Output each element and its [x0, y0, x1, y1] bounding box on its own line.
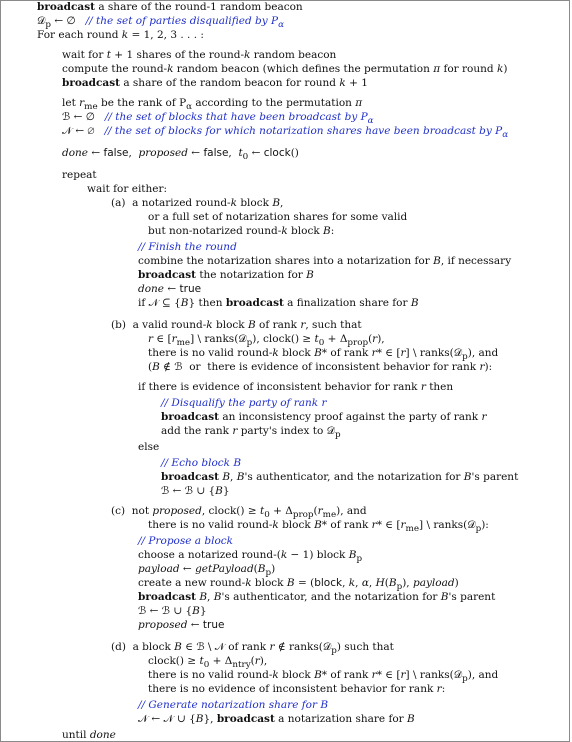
code-line: (d) a block B ∈ ℬ \ 𝒩 of rank r ∉ ranks(𝒟$_p$) such that	[111, 641, 394, 657]
code-line: (B ∉ ℬ or there is evidence of inconsistent behavior for rank r):	[148, 361, 493, 373]
code-line: repeat	[62, 169, 97, 181]
code-line: (a) a notarized round-k block B,	[111, 197, 284, 209]
comment-line: // Generate notarization share for B	[138, 699, 329, 711]
code-line: (c) not proposed, clock() ≥ $t_0 + \Delta_{prop}(r_{me})$, and	[111, 505, 367, 521]
code-line: 𝒟$_p$ ← ∅ // the set of parties disqualified by $P_\alpha$	[37, 15, 284, 31]
comment-line: // Echo block B	[161, 457, 242, 469]
code-line: there is no evidence of inconsistent behavior for rank r:	[148, 683, 446, 695]
code-line: broadcast B, B's authenticator, and the notarization for B's parent	[138, 591, 496, 603]
code-line: 𝒩 ← ∅ // the set of blocks for which notarization shares have been broadcast by $P_\alpha$	[62, 125, 509, 141]
code-line: ℬ ← ∅ // the set of blocks that have been broadcast by $P_\alpha$	[62, 111, 374, 127]
code-line: clock() ≥ $t_0 + \Delta_{ntry}(r)$,	[148, 655, 268, 671]
code-line: or a full set of notarization shares for some valid	[148, 211, 408, 223]
comment-line: // Finish the round	[138, 241, 237, 253]
code-line: broadcast a share of the random beacon for round k + 1	[62, 77, 368, 89]
code-line: done ← false, proposed ← false, $t_0$ ← clock()	[62, 147, 299, 163]
code-line: wait for t + 1 shares of the round-k random beacon	[62, 49, 337, 61]
code-line: there is no valid round-k block B* of rank r* ∈ $[r_{me}]$ \ ranks(𝒟$_p$):	[148, 519, 489, 535]
code-line: add the rank r party's index to 𝒟$_p$	[161, 425, 341, 441]
code-line: r ∈ $[r_{me}]$ \ ranks(𝒟$_p$), clock() ≥ $t_0 + \Delta_{prop}(r)$,	[148, 333, 385, 349]
code-line: but non-notarized round-k block B:	[148, 225, 335, 237]
code-line: (b) a valid round-k block B of rank r, such that	[111, 319, 362, 331]
code-line: proposed ← true	[138, 619, 225, 631]
code-line: broadcast an inconsistency proof against the party of rank r	[161, 411, 487, 423]
code-line: done ← true	[138, 283, 202, 295]
code-line: let $r_{me}$ be the rank of $P_\alpha$ according to the permutation π	[62, 97, 363, 113]
code-line: For each round k = 1, 2, 3 . . . :	[37, 29, 204, 41]
code-line: ℬ ← ℬ ∪ {B}	[161, 485, 230, 497]
code-line: broadcast B, B's authenticator, and the notarization for B's parent	[161, 471, 519, 483]
code-line: wait for either:	[87, 183, 168, 195]
code-line: compute the round-k random beacon (which defines the permutation π for round k)	[62, 63, 508, 75]
code-line: broadcast the notarization for B	[138, 269, 314, 281]
code-line: if there is evidence of inconsistent behavior for rank r then	[138, 381, 454, 393]
comment-line: // Disqualify the party of rank r	[161, 397, 327, 409]
code-line: broadcast a share of the round-1 random beacon	[37, 1, 303, 13]
code-line: there is no valid round-k block B* of rank r* ∈ [r] \ ranks(𝒟$_p$), and	[148, 669, 499, 685]
code-line: there is no valid round-k block B* of rank r* ∈ [r] \ ranks(𝒟$_p$), and	[148, 347, 499, 363]
code-line: ℬ ← ℬ ∪ {B}	[138, 605, 207, 617]
comment-line: // Propose a block	[138, 535, 234, 547]
code-line: 𝒩 ← 𝒩 ∪ {B}, broadcast a notarization share for B	[138, 713, 415, 725]
code-line: payload ← $getPayload(B_p)$	[138, 563, 276, 579]
code-line: combine the notarization shares into a notarization for B, if necessary	[138, 255, 512, 267]
code-line: choose a notarized round-(k − 1) block $B_p$	[138, 549, 363, 565]
code-line: else	[138, 441, 160, 453]
code-line: until done	[62, 729, 116, 741]
code-line: if 𝒩 ⊆ {B} then broadcast a finalization share for B	[138, 297, 419, 309]
keyword: broadcast	[37, 1, 95, 13]
code-line: create a new round-k block B = (block, k, α, $H(B_p)$, payload)	[138, 577, 459, 593]
